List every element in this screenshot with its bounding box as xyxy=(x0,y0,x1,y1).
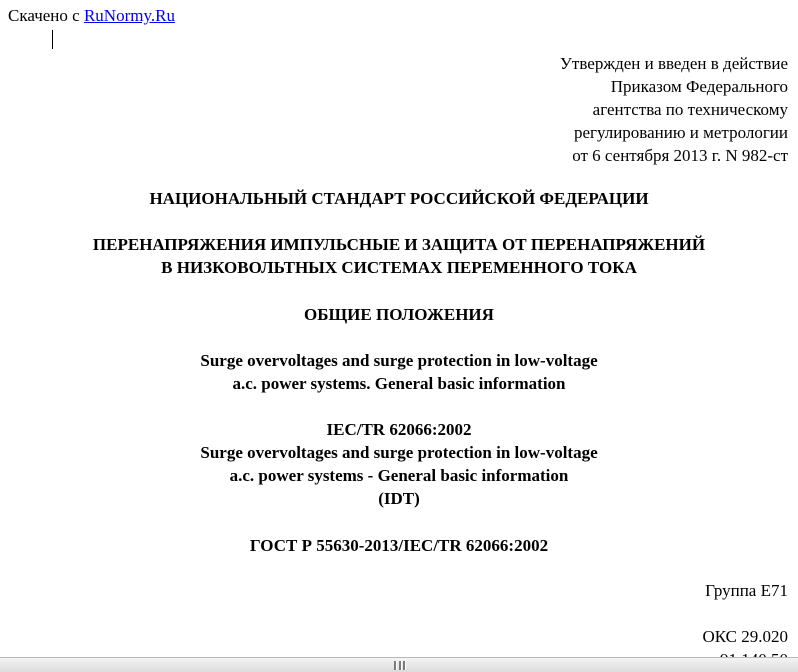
russian-subtitle xyxy=(0,303,798,326)
iec-title-line: Surge overvoltages and surge protection in low-voltage xyxy=(200,443,598,462)
oks-code: ОКС 29.020 xyxy=(702,627,788,646)
russian-title-line: В НИЗКОВОЛЬТНЫХ СИСТЕМАХ ПЕРЕМЕННОГО ТОКА xyxy=(161,258,637,277)
approval-line: от 6 сентября 2013 г. N 982-ст xyxy=(572,146,788,165)
download-prefix: Скачено с xyxy=(8,6,84,25)
approval-line: агентства по техническому xyxy=(592,100,788,119)
iec-title-line: a.c. power systems - General basic information xyxy=(229,466,569,485)
group-code: Группа Е71 xyxy=(705,581,788,600)
horizontal-scrollbar[interactable] xyxy=(0,657,798,672)
approval-line: Приказом Федерального xyxy=(610,77,788,96)
russian-subtitle-text: ОБЩИЕ ПОЛОЖЕНИЯ xyxy=(304,305,494,324)
english-title-line: Surge overvoltages and surge protection in low-voltage xyxy=(200,351,598,370)
idt-label: (IDT) xyxy=(378,489,420,508)
approval-block xyxy=(428,52,788,167)
iec-reference xyxy=(0,418,798,510)
source-link[interactable]: RuNormy.Ru xyxy=(83,6,175,25)
standard-category xyxy=(0,187,798,210)
english-title-line: a.c. power systems. General basic information xyxy=(232,374,566,393)
standard-category-text: НАЦИОНАЛЬНЫЙ СТАНДАРТ РОССИЙСКОЙ ФЕДЕРАЦИИ xyxy=(149,189,649,208)
russian-title-line: ПЕРЕНАПРЯЖЕНИЯ ИМПУЛЬСНЫЕ И ЗАЩИТА ОТ ПЕРЕНАПРЯЖЕНИЙ xyxy=(92,235,706,254)
approval-line: регулированию и метрологии xyxy=(573,123,788,142)
russian-title xyxy=(0,233,798,279)
approval-line: Утвержден и введен в действие xyxy=(559,54,788,73)
english-title xyxy=(0,349,798,395)
gost-number: ГОСТ Р 55630-2013/IEC/TR 62066:2002 xyxy=(249,536,549,555)
download-source-line xyxy=(8,6,175,26)
text-caret xyxy=(52,30,53,49)
scroll-grip-icon[interactable] xyxy=(394,661,406,670)
iec-number: IEC/TR 62066:2002 xyxy=(326,420,472,439)
gost-designation xyxy=(0,534,798,557)
